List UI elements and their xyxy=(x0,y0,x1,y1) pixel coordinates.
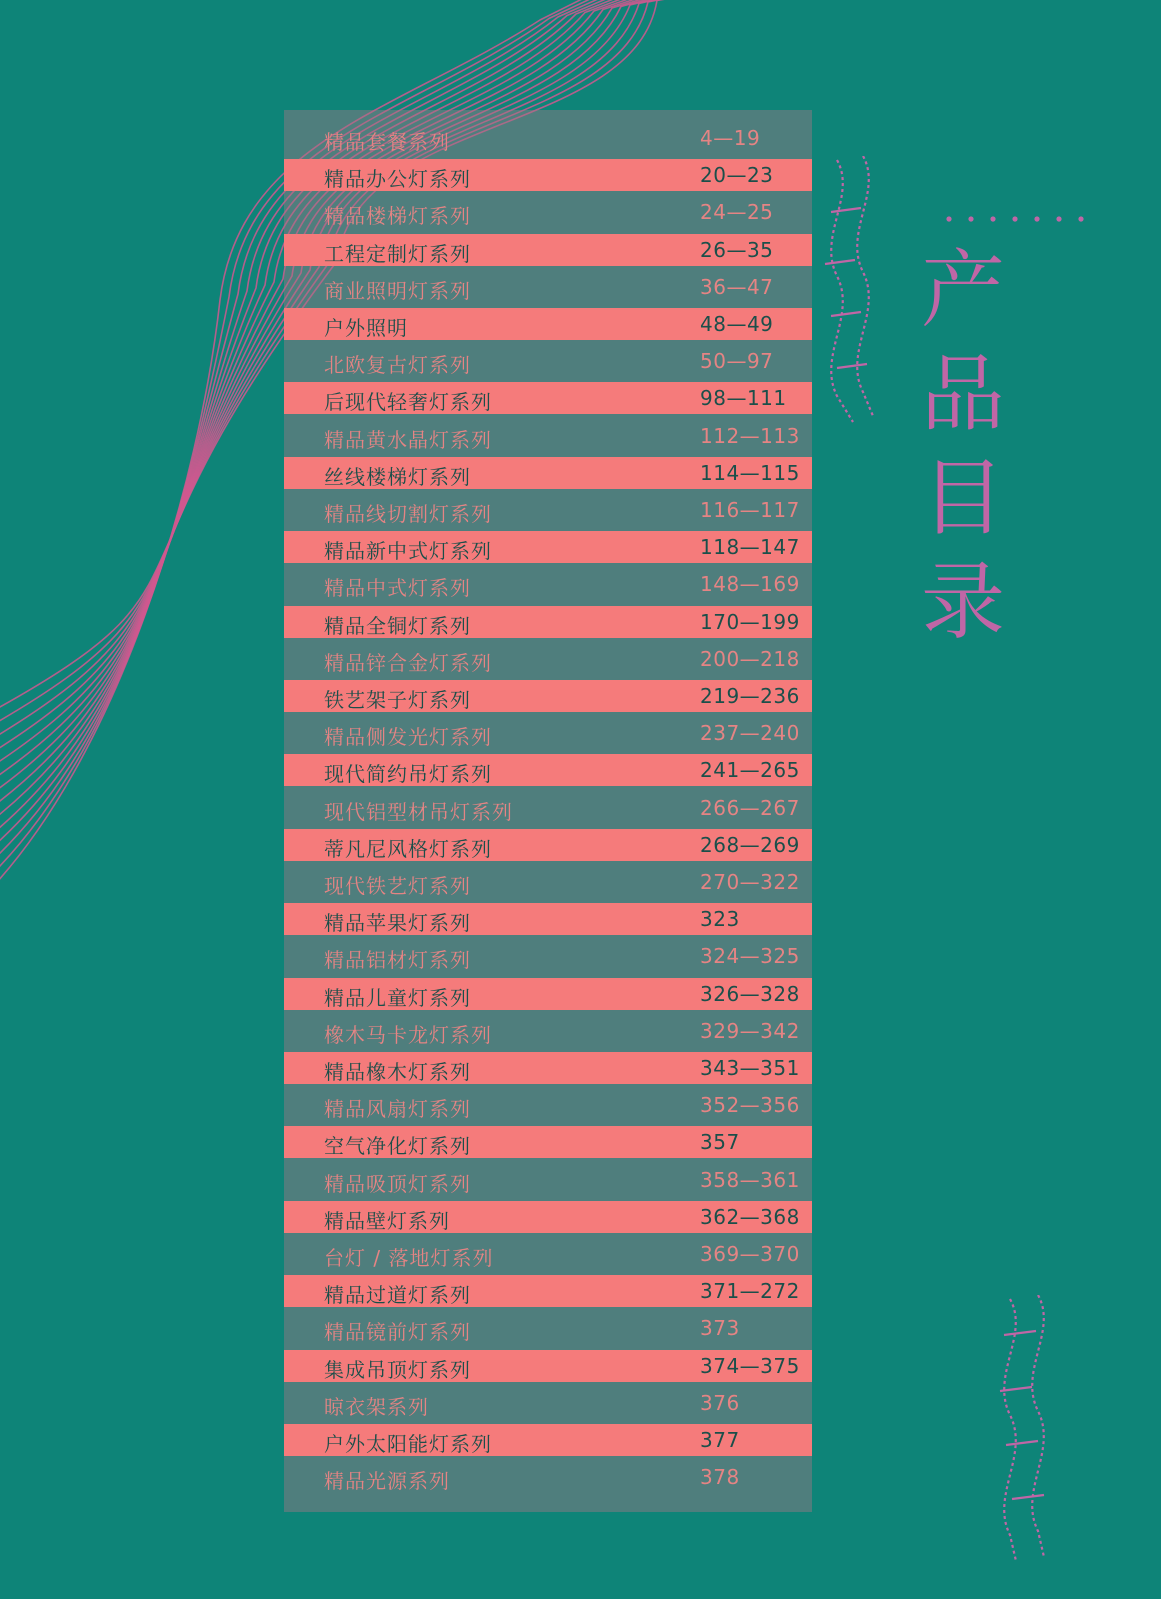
series-name: 北欧复古灯系列 xyxy=(324,353,471,378)
series-name: 丝线楼梯灯系列 xyxy=(324,464,471,489)
page-range: 20—23 xyxy=(700,163,774,188)
page-range: 378 xyxy=(700,1465,740,1490)
page-range: 352—356 xyxy=(700,1093,800,1118)
series-name: 集成吊顶灯系列 xyxy=(324,1357,471,1382)
catalog-row xyxy=(284,196,812,228)
series-name: 后现代轻奢灯系列 xyxy=(324,390,492,415)
series-name: 空气净化灯系列 xyxy=(324,1134,471,1159)
catalog-row xyxy=(284,1461,812,1493)
catalog-row xyxy=(284,1312,812,1344)
series-name: 精品锌合金灯系列 xyxy=(324,650,492,675)
page-range: 24—25 xyxy=(700,200,774,225)
page-range: 237—240 xyxy=(700,721,800,746)
series-name: 现代铝型材吊灯系列 xyxy=(324,799,513,824)
catalog-row xyxy=(284,382,812,414)
catalog-row xyxy=(284,903,812,935)
title-char: 品 xyxy=(920,345,1005,443)
film-strip-icon xyxy=(823,156,883,426)
catalog-row xyxy=(284,606,812,638)
catalog-row xyxy=(284,271,812,303)
page-range: 357 xyxy=(700,1130,740,1155)
catalog-row xyxy=(284,1164,812,1196)
page-range: 324—325 xyxy=(700,944,800,969)
series-name: 精品橡木灯系列 xyxy=(324,1060,471,1084)
series-name: 户外太阳能灯系列 xyxy=(324,1432,492,1456)
page-range: 358—361 xyxy=(700,1167,800,1192)
series-name: 精品苹果灯系列 xyxy=(324,911,471,936)
page-range: 266—267 xyxy=(700,795,800,820)
catalog-row xyxy=(284,1126,812,1158)
catalog-row xyxy=(284,643,812,675)
page-range: 112—113 xyxy=(700,423,800,448)
catalog-row xyxy=(284,420,812,452)
catalog-row xyxy=(284,568,812,600)
page-range: 371—272 xyxy=(700,1279,800,1304)
series-name: 现代简约吊灯系列 xyxy=(324,762,492,787)
page-range: 116—117 xyxy=(700,498,800,522)
catalog-row xyxy=(284,754,812,786)
catalog-row xyxy=(284,1052,812,1084)
series-name: 晾衣架系列 xyxy=(324,1394,429,1419)
series-name: 精品铝材灯系列 xyxy=(324,948,471,973)
catalog-row xyxy=(284,829,812,861)
film-strip-icon xyxy=(996,1295,1066,1565)
catalog-row xyxy=(284,792,812,824)
page-range: 241—265 xyxy=(700,758,800,783)
catalog-row xyxy=(284,457,812,489)
catalog-row xyxy=(284,1350,812,1382)
series-name: 精品过道灯系列 xyxy=(324,1283,471,1308)
series-name: 户外照明 xyxy=(324,316,408,340)
page-range: 362—368 xyxy=(700,1204,800,1229)
page-range: 343—351 xyxy=(700,1056,800,1080)
page-range: 270—322 xyxy=(700,870,800,894)
title-char: 目 xyxy=(920,449,1005,547)
series-name: 蒂凡尼风格灯系列 xyxy=(324,836,492,861)
title-char: 录 xyxy=(920,553,1005,651)
catalog-row xyxy=(284,866,812,898)
page-range: 268—269 xyxy=(700,832,800,857)
page-range: 219—236 xyxy=(700,684,800,708)
series-name: 工程定制灯系列 xyxy=(324,241,471,266)
catalog-row xyxy=(284,345,812,377)
series-name: 精品吸顶灯系列 xyxy=(324,1171,471,1196)
page-range: 26—35 xyxy=(700,237,774,262)
series-name: 精品新中式灯系列 xyxy=(324,539,492,564)
page-range: 148—169 xyxy=(700,572,800,597)
catalog-row xyxy=(284,122,812,154)
page-range: 374—375 xyxy=(700,1353,800,1378)
series-name: 精品侧发光灯系列 xyxy=(324,725,492,750)
series-name: 橡木马卡龙灯系列 xyxy=(324,1022,492,1047)
series-name: 精品全铜灯系列 xyxy=(324,613,471,638)
catalog-row xyxy=(284,717,812,749)
series-name: 精品办公灯系列 xyxy=(324,167,471,192)
series-name: 精品中式灯系列 xyxy=(324,576,471,601)
series-name: 铁艺架子灯系列 xyxy=(324,688,471,712)
catalog-row xyxy=(284,680,812,712)
series-name: 商业照明灯系列 xyxy=(324,278,471,303)
catalog-row xyxy=(284,531,812,563)
catalog-row xyxy=(284,1015,812,1047)
series-name: 精品套餐系列 xyxy=(324,130,450,154)
series-name: 精品黄水晶灯系列 xyxy=(324,427,492,452)
page-range: 376 xyxy=(700,1390,740,1415)
dotted-line-icon xyxy=(945,214,1085,224)
catalog-row xyxy=(284,494,812,526)
page-range: 114—115 xyxy=(700,460,800,485)
page-title xyxy=(918,238,1008,654)
catalog-row xyxy=(284,234,812,266)
page-range: 118—147 xyxy=(700,535,800,560)
series-name: 现代铁艺灯系列 xyxy=(324,874,471,898)
page-range: 329—342 xyxy=(700,1018,800,1043)
page-range: 48—49 xyxy=(700,312,774,336)
page-range: 377 xyxy=(700,1428,740,1452)
page-range: 36—47 xyxy=(700,274,774,299)
catalog-row xyxy=(284,978,812,1010)
series-name: 精品光源系列 xyxy=(324,1469,450,1494)
catalog-row xyxy=(284,1238,812,1270)
series-name: 台灯 / 落地灯系列 xyxy=(324,1246,494,1270)
page-range: 170—199 xyxy=(700,609,800,634)
page-range: 98—111 xyxy=(700,386,787,411)
catalog-row xyxy=(284,1387,812,1419)
page-range: 369—370 xyxy=(700,1242,800,1266)
series-name: 精品壁灯系列 xyxy=(324,1208,450,1233)
catalog-row xyxy=(284,159,812,191)
series-name: 精品镜前灯系列 xyxy=(324,1320,471,1345)
page-range: 4—19 xyxy=(700,126,761,150)
series-name: 精品儿童灯系列 xyxy=(324,985,471,1010)
series-name: 精品风扇灯系列 xyxy=(324,1097,471,1122)
title-char: 产 xyxy=(920,241,1005,339)
page-range: 326—328 xyxy=(700,981,800,1006)
catalog-row xyxy=(284,308,812,340)
series-name: 精品线切割灯系列 xyxy=(324,502,492,526)
catalog-row xyxy=(284,1275,812,1307)
page-range: 373 xyxy=(700,1316,740,1341)
page-range: 323 xyxy=(700,907,740,932)
catalog-row xyxy=(284,940,812,972)
series-name: 精品楼梯灯系列 xyxy=(324,204,471,229)
catalog-row xyxy=(284,1424,812,1456)
catalog-row xyxy=(284,1089,812,1121)
page-range: 200—218 xyxy=(700,646,800,671)
catalog-row xyxy=(284,1201,812,1233)
page-range: 50—97 xyxy=(700,349,774,374)
catalog-table xyxy=(284,110,812,1512)
